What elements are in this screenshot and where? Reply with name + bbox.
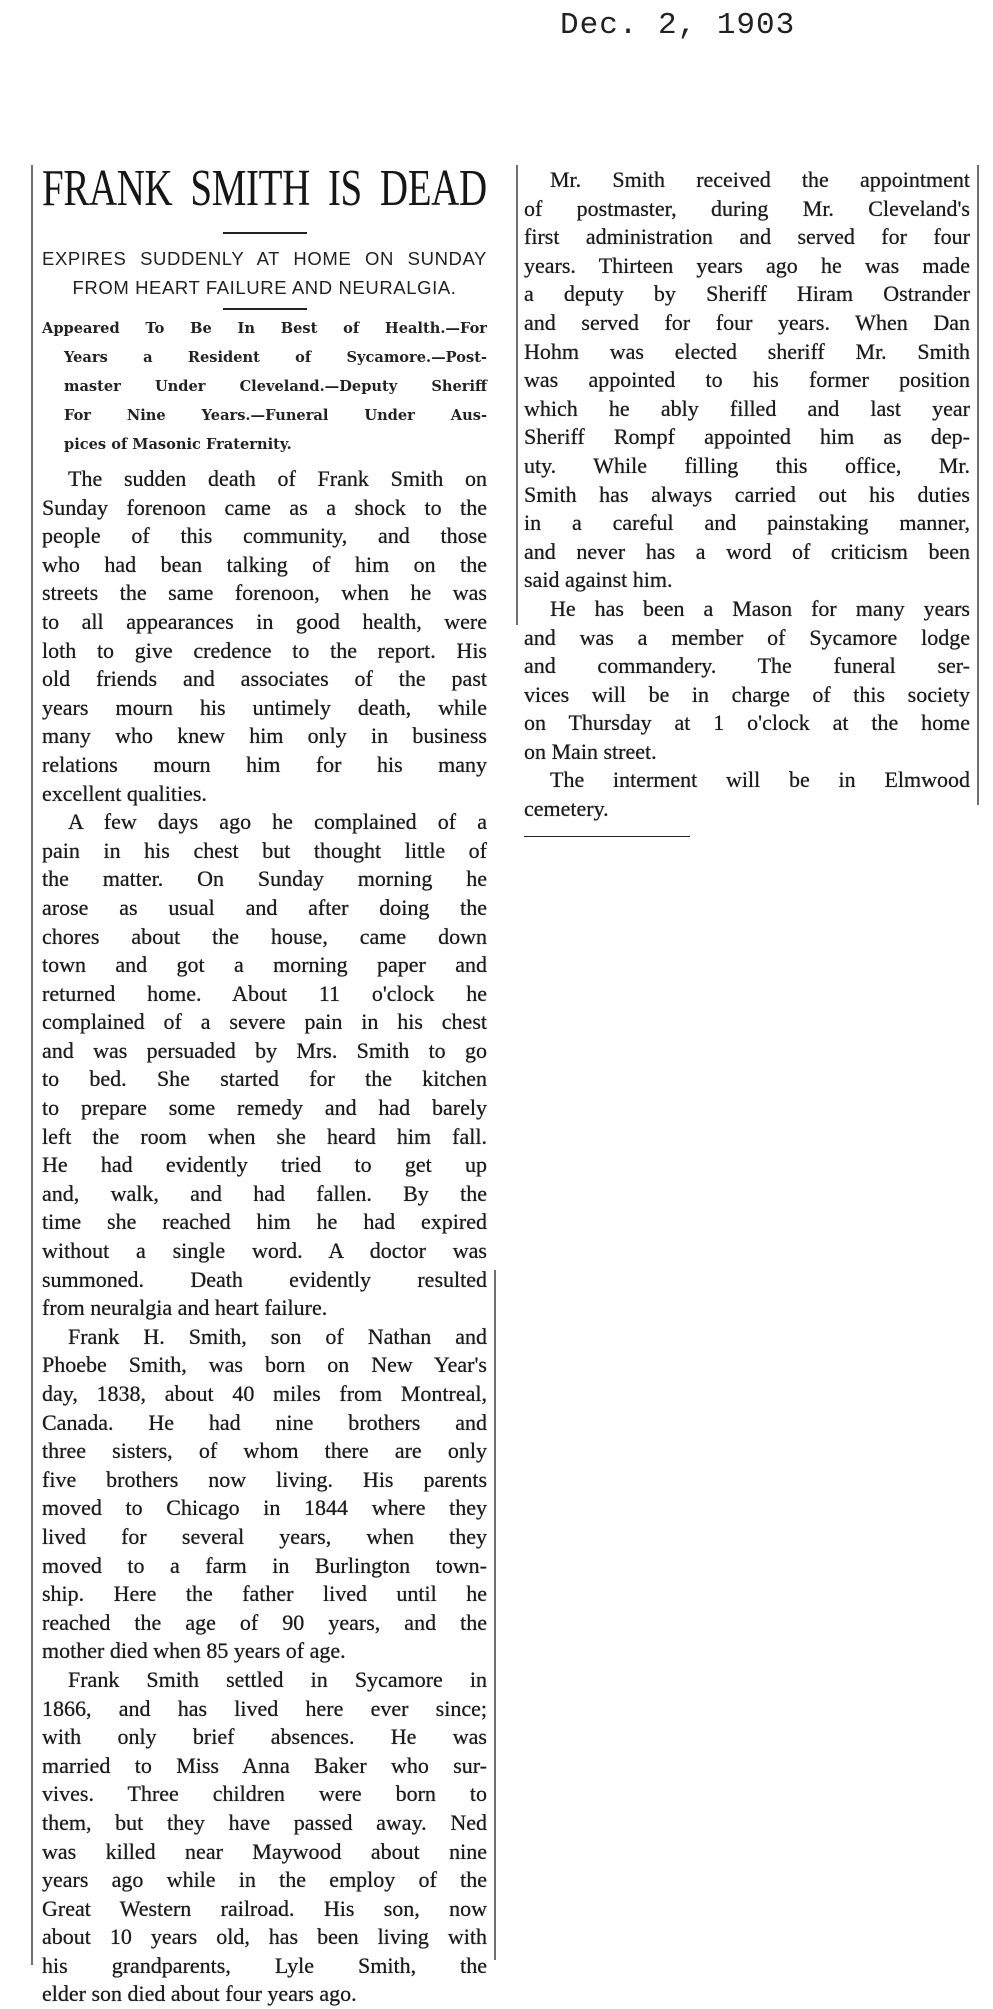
text-line: a deputy by Sheriff Hiram Ostrander	[524, 281, 970, 307]
divider	[223, 308, 307, 310]
text-line: excellent qualities.	[42, 780, 207, 806]
text-line: with only brief absences. He was	[42, 1724, 487, 1750]
text-line: summoned. Death evidently resulted	[42, 1266, 487, 1292]
text-line: married to Miss Anna Baker who sur-	[42, 1752, 487, 1778]
text-line: left the room when she heard him fall.	[42, 1123, 487, 1149]
text-line: The sudden death of Frank Smith on	[68, 466, 487, 491]
text-line: returned home. About 11 o'clock he	[42, 980, 487, 1006]
text-line: who had bean talking of him on the	[42, 551, 487, 577]
text-line: vices will be in charge of this society	[524, 681, 970, 707]
text-line: without a single word. A doctor was	[42, 1238, 487, 1264]
subheadline-line: EXPIRES SUDDENLY AT HOME ON SUNDAY	[42, 248, 487, 269]
text-line: Frank Smith settled in Sycamore in	[68, 1666, 487, 1692]
text-line: years mourn his untimely death, while	[42, 694, 487, 720]
text-line: Smith has always carried out his duties	[524, 481, 970, 507]
text-line: to prepare some remedy and had barely	[42, 1095, 487, 1121]
text-line: three sisters, of whom there are only	[42, 1438, 487, 1464]
deck-line: Appeared To Be In Best of Health.—For	[42, 320, 487, 337]
text-line: Sheriff Rompf appointed him as dep-	[524, 424, 970, 450]
right-column-right-rule	[977, 165, 979, 805]
text-line: and commandery. The funeral ser-	[524, 653, 970, 679]
text-line: his grandparents, Lyle Smith, the	[42, 1952, 487, 1978]
text-line: lived for several years, when they	[42, 1523, 487, 1549]
subheadline-line: FROM HEART FAILURE AND NEURALGIA.	[72, 277, 457, 298]
text-line: and never has a word of criticism been	[524, 538, 970, 564]
text-line: them, but they have passed away. Ned	[42, 1809, 487, 1835]
text-line: Hohm was elected sheriff Mr. Smith	[524, 338, 970, 364]
text-line: He had evidently tried to get up	[42, 1152, 487, 1178]
text-line: on Main street.	[524, 738, 657, 764]
text-line: moved to Chicago in 1844 where they	[42, 1495, 487, 1521]
right-column-left-rule	[516, 165, 518, 625]
text-line: Sunday forenoon came as a shock to the	[42, 494, 487, 520]
text-line: chores about the house, came down	[42, 923, 487, 949]
text-line: day, 1838, about 40 miles from Montreal,	[42, 1381, 487, 1406]
text-line: the matter. On Sunday morning he	[42, 866, 487, 892]
text-line: was killed near Maywood about nine	[42, 1838, 487, 1864]
headline-container	[42, 160, 487, 218]
text-line: complained of a severe pain in his chest	[42, 1009, 487, 1035]
text-line: was appointed to his former position	[524, 367, 970, 393]
left-column	[42, 160, 487, 2009]
text-line: A few days ago he complained of a	[68, 809, 487, 835]
text-line: time she reached him he had expired	[42, 1209, 487, 1235]
left-column-rule	[31, 165, 33, 1965]
text-line: Mr. Smith received the appointment	[550, 167, 970, 192]
deck-line: pices of Masonic Fraternity.	[64, 436, 292, 453]
text-line: and was persuaded by Mrs. Smith to go	[42, 1037, 487, 1063]
paragraph	[42, 1323, 487, 1666]
text-line: Phoebe Smith, was born on New Year's	[42, 1352, 487, 1378]
text-line: The interment will be in Elmwood	[550, 767, 970, 793]
text-line: loth to give credence to the report. His	[42, 637, 487, 663]
text-line: streets the same forenoon, when he was	[42, 580, 487, 606]
paragraph	[42, 1666, 487, 2009]
text-line: cemetery.	[524, 796, 609, 822]
text-line: He has been a Mason for many years	[550, 595, 970, 621]
text-line: elder son died about four years ago.	[42, 1981, 357, 2007]
text-line: years. Thirteen years ago he was made	[524, 252, 970, 278]
text-line: Great Western railroad. His son, now	[42, 1895, 487, 1921]
article-body-left	[42, 465, 487, 2009]
divider	[223, 232, 307, 234]
deck-line: master Under Cleveland.—Deputy Sheriff	[64, 378, 487, 395]
text-line: town and got a morning paper and	[42, 952, 487, 978]
text-line: which he ably filled and last year	[524, 395, 970, 421]
paragraph	[524, 166, 970, 595]
deck	[42, 314, 487, 459]
text-line: people of this community, and those	[42, 523, 487, 549]
text-line: vives. Three children were born to	[42, 1781, 487, 1807]
text-line: 1866, and has lived here ever since;	[42, 1695, 487, 1721]
text-line: Canada. He had nine brothers and	[42, 1409, 487, 1435]
text-line: about 10 years old, has been living with	[42, 1924, 487, 1950]
article-body-right	[524, 166, 970, 824]
text-line: said against him.	[524, 567, 673, 593]
text-line: old friends and associates of the past	[42, 666, 487, 692]
text-line: and was a member of Sycamore lodge	[524, 624, 970, 650]
text-line: reached the age of 90 years, and the	[42, 1609, 487, 1635]
text-line: of postmaster, during Mr. Cleveland's	[524, 195, 970, 221]
text-line: and, walk, and had fallen. By the	[42, 1180, 487, 1206]
paragraph	[42, 465, 487, 808]
deck-line: Years a Resident of Sycamore.—Post-	[64, 349, 487, 366]
end-rule	[524, 836, 690, 838]
text-line: ship. Here the father lived until he	[42, 1581, 487, 1607]
text-line: pain in his chest but thought little of	[42, 837, 487, 863]
text-line: moved to a farm in Burlington town-	[42, 1552, 487, 1578]
right-column	[524, 166, 970, 837]
deck-line: For Nine Years.—Funeral Under Aus-	[64, 407, 487, 424]
text-line: to bed. She started for the kitchen	[42, 1066, 487, 1092]
text-line: uty. While filling this office, Mr.	[524, 452, 970, 478]
paragraph	[524, 766, 970, 823]
text-line: years ago while in the employ of the	[42, 1867, 487, 1893]
text-line: first administration and served for four	[524, 224, 970, 250]
clipping-date: Dec. 2, 1903	[560, 8, 796, 43]
text-line: Frank H. Smith, son of Nathan and	[68, 1323, 487, 1349]
column-divider-rule	[494, 1270, 496, 1960]
text-line: in a careful and painstaking manner,	[524, 510, 970, 536]
text-line: arose as usual and after doing the	[42, 894, 487, 920]
paragraph	[42, 808, 487, 1323]
headline: FRANK SMITH IS DEAD	[42, 160, 487, 217]
text-line: on Thursday at 1 o'clock at the home	[524, 710, 970, 736]
text-line: from neuralgia and heart failure.	[42, 1295, 328, 1321]
text-line: many who knew him only in business	[42, 723, 487, 749]
text-line: relations mourn him for his many	[42, 751, 487, 777]
text-line: five brothers now living. His parents	[42, 1466, 487, 1492]
text-line: and served for four years. When Dan	[524, 309, 970, 335]
paragraph	[524, 595, 970, 767]
text-line: to all appearances in good health, were	[42, 608, 487, 634]
text-line: mother died when 85 years of age.	[42, 1638, 346, 1664]
subheadline	[42, 244, 487, 302]
